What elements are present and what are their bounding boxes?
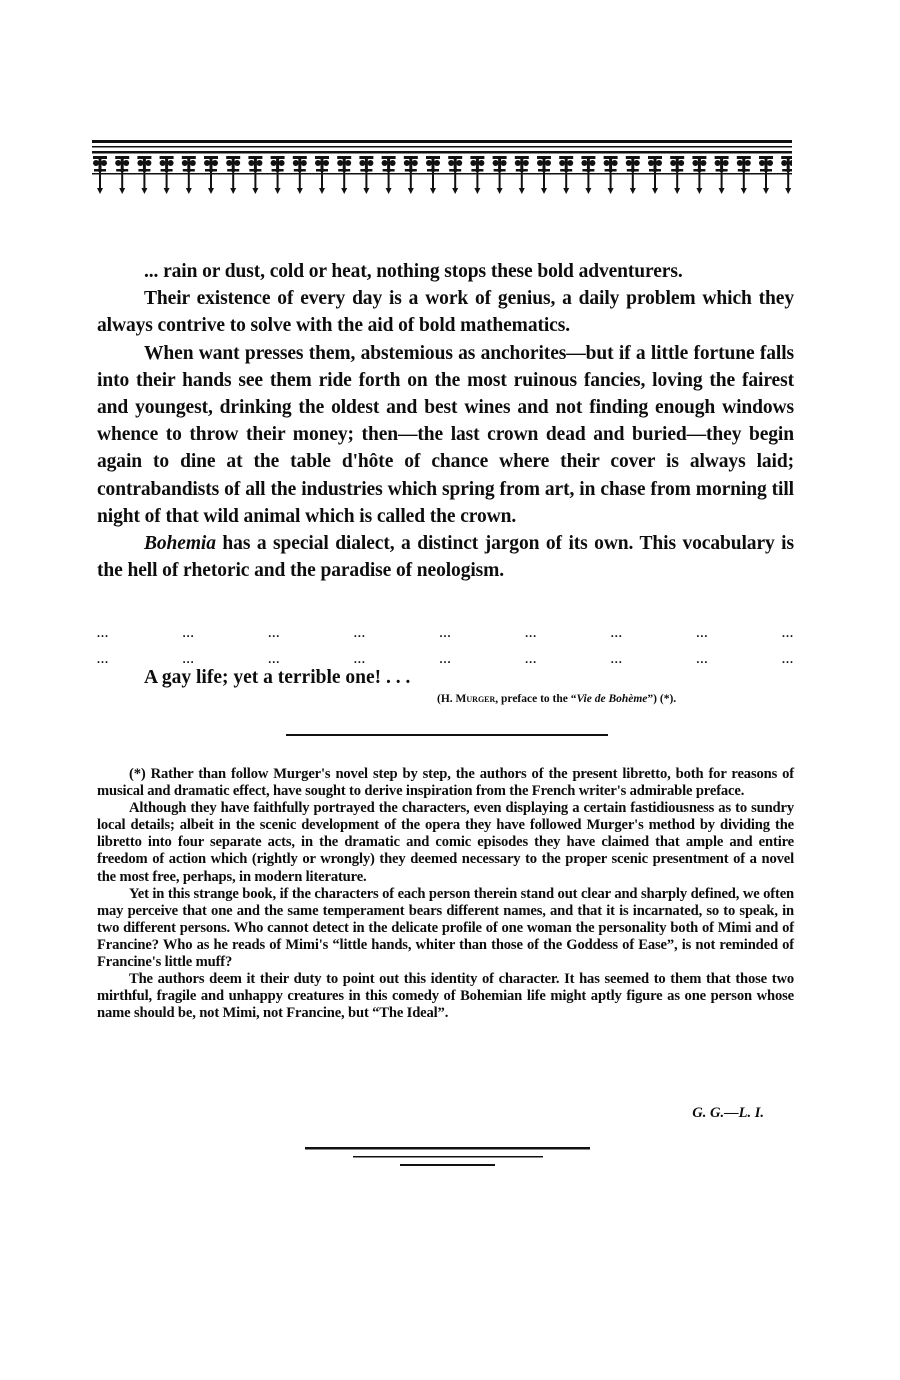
ellipsis: ... xyxy=(439,626,452,640)
footnote-paragraph-3: Yet in this strange book, if the characters of each person therein stand out clear and sharply defined, we often may perceive that one and the same temperament bears different names, and that it is incarnated, so to speak, in two different persons. Who cannot detect in the delicate profile of one woman the personality both of Mimi and of Francine? Who as he reads of Mimi's “little hands, whiter than those of the Goddess of Ease”, is not reminded of Francine's little muff? xyxy=(97,885,794,971)
work-title: Vie de Bohème xyxy=(576,693,648,705)
ellipsis: ... xyxy=(610,652,623,666)
paragraph-2: Their existence of every day is a work of genius, a daily problem which they always contrive to solve with the aid of bold mathematics. xyxy=(97,288,794,337)
ellipsis: ... xyxy=(525,626,538,640)
ellipsis: ... xyxy=(97,626,109,640)
gay-life-line: A gay life; yet a terrible one! . . . xyxy=(144,667,411,688)
ellipsis: ... xyxy=(525,652,538,666)
ellipsis-row-2 xyxy=(97,652,794,667)
main-quotation xyxy=(97,258,794,584)
attribution-mid: , preface to the “ xyxy=(495,693,577,705)
ellipsis: ... xyxy=(182,626,195,640)
ellipsis: ... xyxy=(353,652,366,666)
ornamental-header-band xyxy=(92,140,792,196)
ellipsis: ... xyxy=(610,626,623,640)
ellipsis: ... xyxy=(696,652,709,666)
ellipsis: ... xyxy=(353,626,366,640)
ellipsis: ... xyxy=(268,652,281,666)
bohemia-italic: Bohemia xyxy=(144,533,216,555)
ellipsis: ... xyxy=(97,652,109,666)
closing-rules xyxy=(305,1145,590,1171)
ellipsis: ... xyxy=(696,626,709,640)
paragraph-4-rest: has a special dialect, a distinct jargon of its own. This vocabulary is the hell of rhetoric and the paradise of neologism. xyxy=(97,533,794,582)
signature-initials: G. G.—L. I. xyxy=(692,1105,764,1121)
ellipsis: ... xyxy=(182,652,195,666)
section-divider-rule xyxy=(286,734,608,736)
paragraph-1: ... rain or dust, cold or heat, nothing stops these bold adventurers. xyxy=(144,261,683,282)
ellipsis: ... xyxy=(782,652,794,666)
ellipsis: ... xyxy=(268,626,281,640)
quotation-attribution xyxy=(437,693,676,705)
ellipsis: ... xyxy=(782,626,794,640)
footnote-paragraph-2: Although they have faithfully portrayed the characters, even displaying a certain fastidiousness as to sundry local details; albeit in the scenic development of the opera they have followed Murger's method by dividing the libretto into four separate acts, in the dramatic and comic episodes they have claimed that ample and entire freedom of action which (rightly or wrongly) they deemed necessary to the proper scenic presentment of a novel the most free, perhaps, in modern literature. xyxy=(97,800,794,885)
footnote-paragraph-4: The authors deem it their duty to point out this identity of character. It has seemed to them that those two mirthful, fragile and unhappy creatures in this comedy of Bohemian life might aptly figure as one person whose name should be, not Mimi, not Francine, but “The Ideal”. xyxy=(97,971,794,1022)
paragraph-4 xyxy=(97,530,794,584)
footnote-paragraph-1: (*) Rather than follow Murger's novel step by step, the authors of the present libretto, both for reasons of musical and dramatic effect, have sought to derive inspiration from the French writer's admirable preface. xyxy=(97,766,794,800)
attribution-close: ”) (*). xyxy=(647,693,677,705)
author-name: Murger xyxy=(455,693,496,705)
paragraph-3: When want presses them, abstemious as anchorites—but if a little fortune falls into their hands see them ride forth on the most ruinous fancies, loving the fairest and youngest, drinking the oldest and best wines and not finding enough windows whence to throw their money; then—the last crown dead and buried—they begin again to dine at the table d'hôte of chance where their cover is always laid; contrabandists of all the industries which spring from art, in chase from morning till night of that wild animal which is called the crown. xyxy=(97,342,794,527)
footnote xyxy=(97,766,794,1022)
attribution-open: (H. xyxy=(437,693,456,705)
ellipsis: ... xyxy=(439,652,452,666)
ellipsis-row-1 xyxy=(97,626,794,641)
